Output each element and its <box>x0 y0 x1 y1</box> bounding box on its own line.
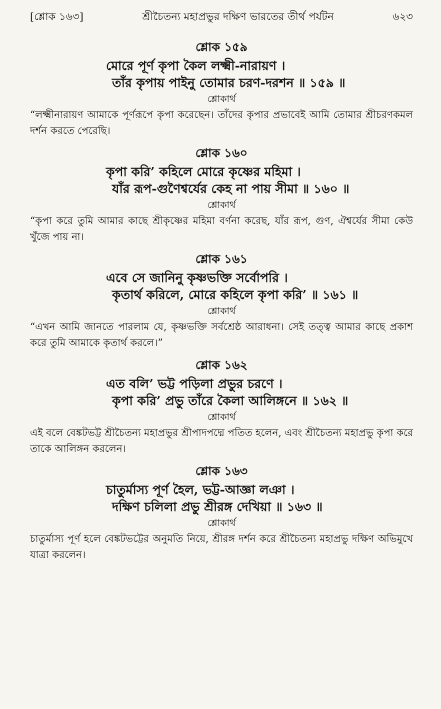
verse-line-1: চাতুর্মাস্য পূর্ণ হৈল, ভট্ট-আজ্ঞা লঞা । <box>106 482 295 497</box>
verse-line-2: কৃপা করি’ প্রভু তাঁরে কৈলা আলিঙ্গনে ॥ ১৬২ ॥ <box>112 393 349 408</box>
page-number: ৬২৩ <box>392 11 413 23</box>
verse-number: শ্লোক ১৬১ <box>195 252 248 266</box>
translation-label: শ্লোকার্থ <box>207 412 236 423</box>
translation-label: শ্লোকার্থ <box>207 200 236 211</box>
sloka-160 <box>30 146 413 246</box>
running-header <box>30 10 413 27</box>
verse-line-2: তাঁর কৃপায় পাইনু তোমার চরণ-দরশন ॥ ১৫৯ ॥ <box>112 75 346 90</box>
translation-label: শ্লোকার্থ <box>207 94 236 105</box>
sloka-162 <box>30 358 413 458</box>
verse-line-2: দক্ষিণ চলিলা প্রভু শ্রীরঙ্গ দেখিয়া ॥ ১৬৩ ॥ <box>112 499 323 514</box>
translation-text: “লক্ষ্মীনারায়ণ আমাকে পূর্ণরূপে কৃপা করেছেন। তাঁদের কৃপার প্রভাবেই আমি তোমার শ্রীচরণকমল দর্শন করতে পেরেছি। <box>30 110 413 137</box>
translation-text: এই বলে বেঙ্কটভট্ট শ্রীচৈতন্য মহাপ্রভুর শ্রীপাদপদ্মে পতিত হলেন, এবং শ্রীচৈতন্য মহাপ্রভু কৃপা করে তাকে আলিঙ্গন করলেন। <box>30 428 413 455</box>
verse-line-1: কৃপা করি’ কহিলে মোরে কৃষ্ণের মহিমা । <box>106 164 301 179</box>
sloka-163 <box>30 464 413 564</box>
verse-line-2: কৃতার্থ করিলে, মোরে কহিলে কৃপা করি’ ॥ ১৬১ ॥ <box>112 287 359 302</box>
verse-number: শ্লোক ১৬২ <box>195 358 248 372</box>
sloka-159 <box>30 40 413 140</box>
verse-number: শ্লোক ১৬৩ <box>195 464 248 478</box>
verse-line-2: যাঁর রূপ-গুণৈশ্বর্যের কেহ না পায় সীমা ॥ ১৬০ ॥ <box>112 181 350 196</box>
sloka-161 <box>30 252 413 352</box>
verse-line-1: এবে সে জানিনু কৃষ্ণভক্তি সর্বোপরি । <box>106 270 288 285</box>
page-body <box>30 40 413 570</box>
header-verse-ref: [শ্লোক ১৬৩] <box>30 11 84 23</box>
verse-number: শ্লোক ১৬০ <box>195 146 248 160</box>
translation-label: শ্লোকার্থ <box>207 306 236 317</box>
verse-number: শ্লোক ১৫৯ <box>195 40 248 54</box>
translation-text: “এখন আমি জানতে পারলাম যে, কৃষ্ণভক্তি সর্বশ্রেষ্ঠ আরাধনা। সেই তত্ত্ব আমার কাছে প্রকাশ করে তুমি আমাকে কৃতার্থ করলে।” <box>30 322 413 349</box>
translation-label: শ্লোকার্থ <box>207 518 236 529</box>
verse-line-1: এত বলি’ ভট্ট পড়িলা প্রভুর চরণে । <box>106 376 283 391</box>
verse-line-1: মোরে পূর্ণ কৃপা কৈল লক্ষ্মী-নারায়ণ । <box>106 58 286 73</box>
translation-text: চাতুর্মাস্য পূর্ণ হলে বেঙ্কটভট্টের অনুমতি নিয়ে, শ্রীরঙ্গ দর্শন করে শ্রীচৈতন্য মহাপ্রভু দক্ষিণ অভিমুখে যাত্রা করলেন। <box>30 534 413 561</box>
translation-text: “কৃপা করে তুমি আমার কাছে শ্রীকৃষ্ণের মহিমা বর্ণনা করেছ, যাঁর রূপ, গুণ, ঐশ্বর্যের সীমা কেউ খুঁজে পায় না। <box>30 216 413 243</box>
header-title: শ্রীচৈতন্য মহাপ্রভুর দক্ষিণ ভারতের তীর্থ পর্যটন <box>142 11 334 23</box>
